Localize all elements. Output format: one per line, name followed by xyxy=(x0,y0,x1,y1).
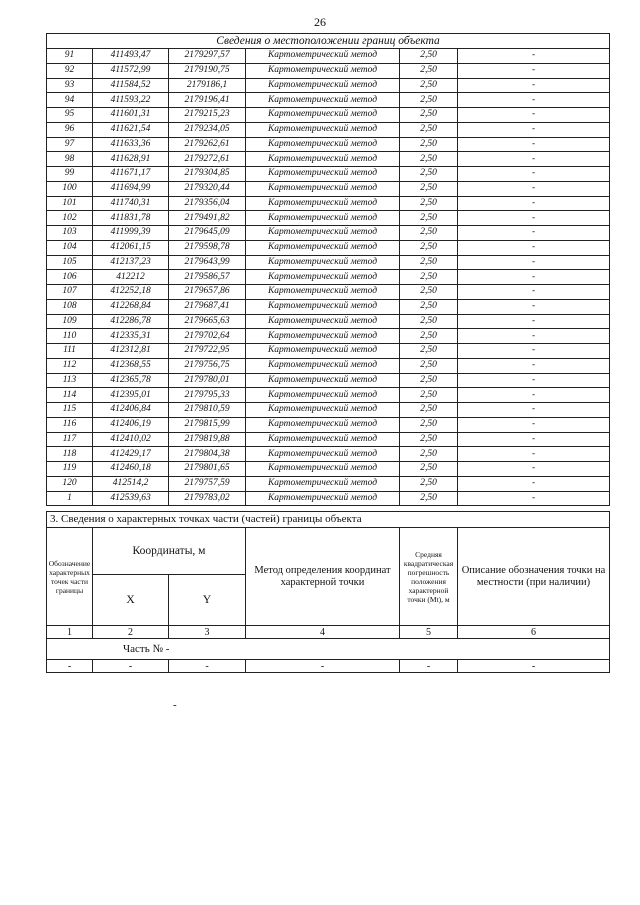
coord-x-cell: 412460,18 xyxy=(93,462,169,477)
accuracy-cell: 2,50 xyxy=(400,255,458,270)
method-cell: Картометрический метод xyxy=(246,358,400,373)
header-coordinates: Координаты, м xyxy=(93,528,246,575)
accuracy-cell: 2,50 xyxy=(400,329,458,344)
characteristic-points-table xyxy=(46,511,610,673)
description-cell: - xyxy=(458,447,610,462)
accuracy-cell: 2,50 xyxy=(400,167,458,182)
table-row xyxy=(47,137,610,152)
coord-y-cell: 2179190,75 xyxy=(169,63,246,78)
method-cell: Картометрический метод xyxy=(246,462,400,477)
point-number-cell: 110 xyxy=(47,329,93,344)
table-row xyxy=(47,285,610,300)
point-number-cell: 114 xyxy=(47,388,93,403)
point-number-cell: 111 xyxy=(47,344,93,359)
coord-y-cell: 2179186,1 xyxy=(169,78,246,93)
coord-y-cell: 2179586,57 xyxy=(169,270,246,285)
table-row xyxy=(47,358,610,373)
stray-dash-mark: - xyxy=(173,699,177,711)
coord-y-cell: 2179643,99 xyxy=(169,255,246,270)
table-row xyxy=(47,122,610,137)
point-number-cell: 119 xyxy=(47,462,93,477)
coord-y-cell: 2179234,05 xyxy=(169,122,246,137)
method-cell: Картометрический метод xyxy=(246,270,400,285)
point-number-cell: 115 xyxy=(47,403,93,418)
column-number: 5 xyxy=(400,626,458,639)
description-cell: - xyxy=(458,476,610,491)
coord-y-cell: 2179272,61 xyxy=(169,152,246,167)
coord-x-cell: 412335,31 xyxy=(93,329,169,344)
table-row xyxy=(47,373,610,388)
coord-x-cell: 411831,78 xyxy=(93,211,169,226)
point-number-cell: 96 xyxy=(47,122,93,137)
point-number-cell: 102 xyxy=(47,211,93,226)
description-cell: - xyxy=(458,285,610,300)
boundary-coordinates-table xyxy=(46,33,610,506)
point-number-cell: 101 xyxy=(47,196,93,211)
coord-y-cell: 2179756,75 xyxy=(169,358,246,373)
boundary-section-title: Сведения о местоположении границ объекта xyxy=(47,34,610,49)
table-row xyxy=(47,63,610,78)
point-number-cell: 118 xyxy=(47,447,93,462)
coord-y-cell: 2179297,57 xyxy=(169,49,246,64)
method-cell: Картометрический метод xyxy=(246,181,400,196)
accuracy-cell: 2,50 xyxy=(400,152,458,167)
boundary-table-block xyxy=(46,33,609,506)
description-cell: - xyxy=(458,122,610,137)
table-row xyxy=(47,432,610,447)
point-number-cell: 120 xyxy=(47,476,93,491)
part-label: Часть № - xyxy=(47,639,610,660)
coord-x-cell: 411593,22 xyxy=(93,93,169,108)
description-cell: - xyxy=(458,388,610,403)
coord-y-cell: 2179196,41 xyxy=(169,93,246,108)
accuracy-cell: 2,50 xyxy=(400,270,458,285)
accuracy-cell: 2,50 xyxy=(400,447,458,462)
point-number-cell: 117 xyxy=(47,432,93,447)
accuracy-cell: 2,50 xyxy=(400,388,458,403)
description-cell: - xyxy=(458,314,610,329)
table-row xyxy=(47,226,610,241)
table-row xyxy=(47,388,610,403)
coord-x-cell: 412137,23 xyxy=(93,255,169,270)
table-row xyxy=(47,462,610,477)
method-cell: Картометрический метод xyxy=(246,122,400,137)
description-cell: - xyxy=(458,491,610,506)
accuracy-cell: 2,50 xyxy=(400,108,458,123)
accuracy-cell: 2,50 xyxy=(400,432,458,447)
empty-cell: - xyxy=(246,660,400,673)
method-cell: Картометрический метод xyxy=(246,388,400,403)
coord-y-cell: 2179491,82 xyxy=(169,211,246,226)
accuracy-cell: 2,50 xyxy=(400,63,458,78)
coord-y-cell: 2179783,02 xyxy=(169,491,246,506)
point-number-cell: 1 xyxy=(47,491,93,506)
accuracy-cell: 2,50 xyxy=(400,373,458,388)
coord-y-cell: 2179757,59 xyxy=(169,476,246,491)
empty-cell: - xyxy=(93,660,169,673)
description-cell: - xyxy=(458,211,610,226)
coord-x-cell: 411740,31 xyxy=(93,196,169,211)
accuracy-cell: 2,50 xyxy=(400,240,458,255)
method-cell: Картометрический метод xyxy=(246,152,400,167)
coord-x-cell: 411584,52 xyxy=(93,78,169,93)
table-row xyxy=(47,211,610,226)
description-cell: - xyxy=(458,358,610,373)
point-number-cell: 100 xyxy=(47,181,93,196)
table-row xyxy=(47,152,610,167)
table-row xyxy=(47,344,610,359)
description-cell: - xyxy=(458,152,610,167)
accuracy-cell: 2,50 xyxy=(400,137,458,152)
accuracy-cell: 2,50 xyxy=(400,181,458,196)
coord-x-cell: 412061,15 xyxy=(93,240,169,255)
method-cell: Картометрический метод xyxy=(246,344,400,359)
coord-x-cell: 412514,2 xyxy=(93,476,169,491)
accuracy-cell: 2,50 xyxy=(400,358,458,373)
point-number-cell: 94 xyxy=(47,93,93,108)
accuracy-cell: 2,50 xyxy=(400,226,458,241)
method-cell: Картометрический метод xyxy=(246,491,400,506)
coord-x-cell: 412312,81 xyxy=(93,344,169,359)
accuracy-cell: 2,50 xyxy=(400,299,458,314)
point-number-cell: 105 xyxy=(47,255,93,270)
coord-x-cell: 411694,99 xyxy=(93,181,169,196)
coord-x-cell: 411572,99 xyxy=(93,63,169,78)
column-number: 2 xyxy=(93,626,169,639)
accuracy-cell: 2,50 xyxy=(400,462,458,477)
method-cell: Картометрический метод xyxy=(246,285,400,300)
method-cell: Картометрический метод xyxy=(246,299,400,314)
point-number-cell: 91 xyxy=(47,49,93,64)
coord-x-cell: 411493,47 xyxy=(93,49,169,64)
coord-x-cell: 412268,84 xyxy=(93,299,169,314)
description-cell: - xyxy=(458,49,610,64)
point-number-cell: 112 xyxy=(47,358,93,373)
method-cell: Картометрический метод xyxy=(246,63,400,78)
table-row xyxy=(47,491,610,506)
description-cell: - xyxy=(458,270,610,285)
empty-cell: - xyxy=(47,660,93,673)
empty-cell: - xyxy=(458,660,610,673)
table-row xyxy=(47,270,610,285)
description-cell: - xyxy=(458,403,610,418)
method-cell: Картометрический метод xyxy=(246,329,400,344)
coord-y-cell: 2179304,85 xyxy=(169,167,246,182)
coord-y-cell: 2179215,23 xyxy=(169,108,246,123)
table-row xyxy=(47,447,610,462)
description-cell: - xyxy=(458,167,610,182)
coord-y-cell: 2179810,59 xyxy=(169,403,246,418)
description-cell: - xyxy=(458,373,610,388)
point-number-cell: 116 xyxy=(47,417,93,432)
point-number-cell: 104 xyxy=(47,240,93,255)
method-cell: Картометрический метод xyxy=(246,211,400,226)
point-number-cell: 95 xyxy=(47,108,93,123)
method-cell: Картометрический метод xyxy=(246,314,400,329)
description-cell: - xyxy=(458,462,610,477)
header-method: Метод определения координат характерной точки xyxy=(246,528,400,626)
description-cell: - xyxy=(458,63,610,78)
coord-x-cell: 411999,39 xyxy=(93,226,169,241)
coord-x-cell: 412212 xyxy=(93,270,169,285)
coord-y-cell: 2179356,04 xyxy=(169,196,246,211)
point-number-cell: 108 xyxy=(47,299,93,314)
method-cell: Картометрический метод xyxy=(246,432,400,447)
empty-data-row xyxy=(47,660,610,673)
table-row xyxy=(47,93,610,108)
accuracy-cell: 2,50 xyxy=(400,344,458,359)
coord-y-cell: 2179780,01 xyxy=(169,373,246,388)
description-cell: - xyxy=(458,181,610,196)
point-number-cell: 98 xyxy=(47,152,93,167)
coord-y-cell: 2179320,44 xyxy=(169,181,246,196)
table-row xyxy=(47,403,610,418)
accuracy-cell: 2,50 xyxy=(400,314,458,329)
coord-y-cell: 2179795,33 xyxy=(169,388,246,403)
point-number-cell: 93 xyxy=(47,78,93,93)
method-cell: Картометрический метод xyxy=(246,240,400,255)
table-row xyxy=(47,240,610,255)
coord-y-cell: 2179815,99 xyxy=(169,417,246,432)
coord-x-cell: 411621,54 xyxy=(93,122,169,137)
description-cell: - xyxy=(458,417,610,432)
description-cell: - xyxy=(458,78,610,93)
table-row xyxy=(47,476,610,491)
description-cell: - xyxy=(458,432,610,447)
description-cell: - xyxy=(458,93,610,108)
method-cell: Картометрический метод xyxy=(246,476,400,491)
coord-x-cell: 412286,78 xyxy=(93,314,169,329)
coord-x-cell: 412410,02 xyxy=(93,432,169,447)
description-cell: - xyxy=(458,255,610,270)
table-row xyxy=(47,314,610,329)
column-numbers-row xyxy=(47,626,610,639)
coord-x-cell: 412406,19 xyxy=(93,417,169,432)
header-description: Описание обозначения точки на местности (при наличии) xyxy=(458,528,610,626)
coord-y-cell: 2179722,95 xyxy=(169,344,246,359)
coord-x-cell: 411628,91 xyxy=(93,152,169,167)
empty-cell: - xyxy=(400,660,458,673)
coord-y-cell: 2179801,65 xyxy=(169,462,246,477)
description-cell: - xyxy=(458,329,610,344)
accuracy-cell: 2,50 xyxy=(400,417,458,432)
table-row xyxy=(47,417,610,432)
table-row xyxy=(47,181,610,196)
page-number: 26 xyxy=(314,15,326,29)
coord-x-cell: 412429,17 xyxy=(93,447,169,462)
header-accuracy: Средняя квадратическая погрешность положения характерной точки (Мt), м xyxy=(400,528,458,626)
coord-x-cell: 411633,36 xyxy=(93,137,169,152)
method-cell: Картометрический метод xyxy=(246,78,400,93)
accuracy-cell: 2,50 xyxy=(400,122,458,137)
point-number-cell: 99 xyxy=(47,167,93,182)
table-row xyxy=(47,329,610,344)
description-cell: - xyxy=(458,226,610,241)
column-number: 3 xyxy=(169,626,246,639)
accuracy-cell: 2,50 xyxy=(400,476,458,491)
accuracy-cell: 2,50 xyxy=(400,78,458,93)
method-cell: Картометрический метод xyxy=(246,196,400,211)
coord-y-cell: 2179262,61 xyxy=(169,137,246,152)
column-number: 4 xyxy=(246,626,400,639)
method-cell: Картометрический метод xyxy=(246,93,400,108)
table-row xyxy=(47,167,610,182)
coord-y-cell: 2179598,78 xyxy=(169,240,246,255)
header-y: Y xyxy=(169,575,246,626)
accuracy-cell: 2,50 xyxy=(400,403,458,418)
part-row xyxy=(47,639,610,660)
column-number: 1 xyxy=(47,626,93,639)
method-cell: Картометрический метод xyxy=(246,417,400,432)
empty-cell: - xyxy=(169,660,246,673)
table-row xyxy=(47,49,610,64)
coord-y-cell: 2179804,38 xyxy=(169,447,246,462)
characteristic-points-block xyxy=(46,511,609,673)
table-row xyxy=(47,196,610,211)
point-number-cell: 113 xyxy=(47,373,93,388)
coord-x-cell: 412395,01 xyxy=(93,388,169,403)
point-number-cell: 106 xyxy=(47,270,93,285)
method-cell: Картометрический метод xyxy=(246,403,400,418)
coord-x-cell: 411671,17 xyxy=(93,167,169,182)
coord-y-cell: 2179645,09 xyxy=(169,226,246,241)
method-cell: Картометрический метод xyxy=(246,137,400,152)
table-row xyxy=(47,108,610,123)
description-cell: - xyxy=(458,196,610,211)
accuracy-cell: 2,50 xyxy=(400,49,458,64)
description-cell: - xyxy=(458,108,610,123)
header-point-designation: Обозначение характерных точек части границы xyxy=(47,528,93,626)
table-row xyxy=(47,299,610,314)
table-row xyxy=(47,78,610,93)
coord-x-cell: 411601,31 xyxy=(93,108,169,123)
accuracy-cell: 2,50 xyxy=(400,491,458,506)
method-cell: Картометрический метод xyxy=(246,255,400,270)
method-cell: Картометрический метод xyxy=(246,108,400,123)
characteristic-points-section-title: 3. Сведения о характерных точках части (частей) границы объекта xyxy=(47,512,610,528)
description-cell: - xyxy=(458,240,610,255)
header-x: X xyxy=(93,575,169,626)
coord-y-cell: 2179819,88 xyxy=(169,432,246,447)
coord-x-cell: 412252,18 xyxy=(93,285,169,300)
coord-x-cell: 412539,63 xyxy=(93,491,169,506)
coord-x-cell: 412406,84 xyxy=(93,403,169,418)
point-number-cell: 109 xyxy=(47,314,93,329)
column-number: 6 xyxy=(458,626,610,639)
coord-y-cell: 2179687,41 xyxy=(169,299,246,314)
method-cell: Картометрический метод xyxy=(246,49,400,64)
description-cell: - xyxy=(458,344,610,359)
method-cell: Картометрический метод xyxy=(246,447,400,462)
coord-y-cell: 2179657,86 xyxy=(169,285,246,300)
coord-y-cell: 2179702,64 xyxy=(169,329,246,344)
point-number-cell: 97 xyxy=(47,137,93,152)
coord-y-cell: 2179665,63 xyxy=(169,314,246,329)
table-row xyxy=(47,255,610,270)
accuracy-cell: 2,50 xyxy=(400,285,458,300)
point-number-cell: 92 xyxy=(47,63,93,78)
description-cell: - xyxy=(458,137,610,152)
accuracy-cell: 2,50 xyxy=(400,211,458,226)
point-number-cell: 107 xyxy=(47,285,93,300)
coord-x-cell: 412368,55 xyxy=(93,358,169,373)
accuracy-cell: 2,50 xyxy=(400,93,458,108)
method-cell: Картометрический метод xyxy=(246,167,400,182)
accuracy-cell: 2,50 xyxy=(400,196,458,211)
method-cell: Картометрический метод xyxy=(246,373,400,388)
coord-x-cell: 412365,78 xyxy=(93,373,169,388)
description-cell: - xyxy=(458,299,610,314)
point-number-cell: 103 xyxy=(47,226,93,241)
method-cell: Картометрический метод xyxy=(246,226,400,241)
